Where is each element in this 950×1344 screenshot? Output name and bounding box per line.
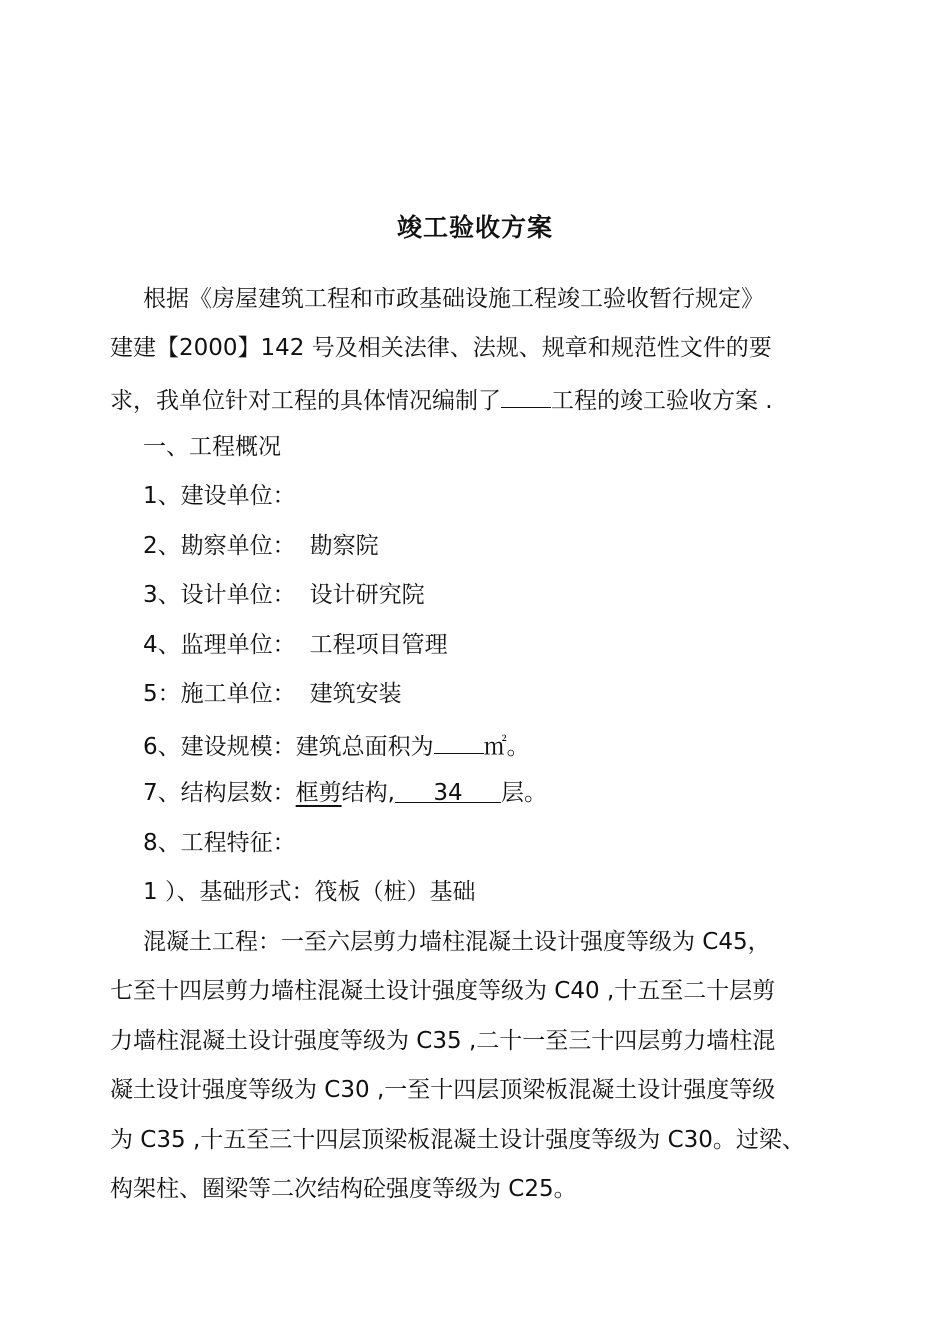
scale-label: 6、建设规模：建筑总面积为 bbox=[143, 734, 434, 760]
structure-type-suffix: 结构, bbox=[341, 780, 395, 806]
structure-type: 框剪 bbox=[295, 780, 342, 806]
floors-value: 34 bbox=[395, 776, 501, 803]
concrete-line-5: 为 C35 ,十五至三十四层顶梁板混凝土设计强度等级为 C30。过梁、 bbox=[110, 1127, 805, 1153]
item-design-unit bbox=[143, 578, 883, 612]
intro-line-3-prefix: 求，我单位针对工程的具体情况编制了 bbox=[110, 388, 501, 414]
floors-suffix: 层。 bbox=[500, 780, 547, 806]
section-heading-overview: 一、工程概况 bbox=[143, 434, 281, 460]
project-name-blank bbox=[501, 381, 551, 408]
item-value: 工程项目管理 bbox=[309, 632, 448, 658]
intro-line-3 bbox=[110, 381, 850, 418]
item-value: 建筑安装 bbox=[309, 681, 402, 707]
concrete-line-2: 七至十四层剪力墙柱混凝土设计强度等级为 C40 ,十五至二十层剪 bbox=[110, 978, 776, 1004]
item-label: 2、勘察单位： bbox=[143, 533, 296, 559]
intro-line-3-suffix: 工程的竣工验收方案 . bbox=[551, 388, 773, 414]
structure-label: 7、结构层数： bbox=[143, 780, 296, 806]
item-construction-scale bbox=[143, 727, 883, 764]
features-heading: 8、工程特征： bbox=[143, 830, 296, 856]
scale-unit: ㎡。 bbox=[483, 734, 530, 760]
concrete-line-3: 力墙柱混凝土设计强度等级为 C35 ,二十一至三十四层剪力墙柱混 bbox=[110, 1028, 776, 1054]
item-label: 5：施工单位： bbox=[143, 681, 296, 707]
concrete-line-6: 构架柱、圈梁等二次结构砼强度等级为 C25。 bbox=[110, 1176, 577, 1202]
item-supervision-unit bbox=[143, 628, 883, 662]
item-value: 勘察院 bbox=[309, 533, 379, 559]
concrete-line-4: 凝土设计强度等级为 C30 ,一至十四层顶梁板混凝土设计强度等级 bbox=[110, 1077, 776, 1103]
document-title: 竣工验收方案 bbox=[396, 213, 553, 242]
item-label: 1、建设单位： bbox=[143, 483, 296, 509]
item-contractor-unit bbox=[143, 677, 883, 711]
item-label: 3、设计单位： bbox=[143, 582, 296, 608]
item-structure-floors bbox=[143, 776, 883, 810]
item-value: 设计研究院 bbox=[309, 582, 425, 608]
concrete-line-1: 混凝土工程：一至六层剪力墙柱混凝土设计强度等级为 C45， bbox=[143, 929, 771, 955]
intro-line-1: 根据《房屋建筑工程和市政基础设施工程竣工验收暂行规定》 bbox=[143, 286, 764, 312]
item-label: 4、监理单位： bbox=[143, 632, 296, 658]
item-survey-unit bbox=[143, 529, 883, 563]
area-blank bbox=[434, 727, 484, 754]
intro-line-2: 建建【2000】142 号及相关法律、法规、规章和规范性文件的要 bbox=[110, 335, 772, 361]
foundation-type: 1 ）、基础形式：筏板（桩）基础 bbox=[143, 879, 476, 905]
item-construction-unit bbox=[143, 479, 883, 513]
